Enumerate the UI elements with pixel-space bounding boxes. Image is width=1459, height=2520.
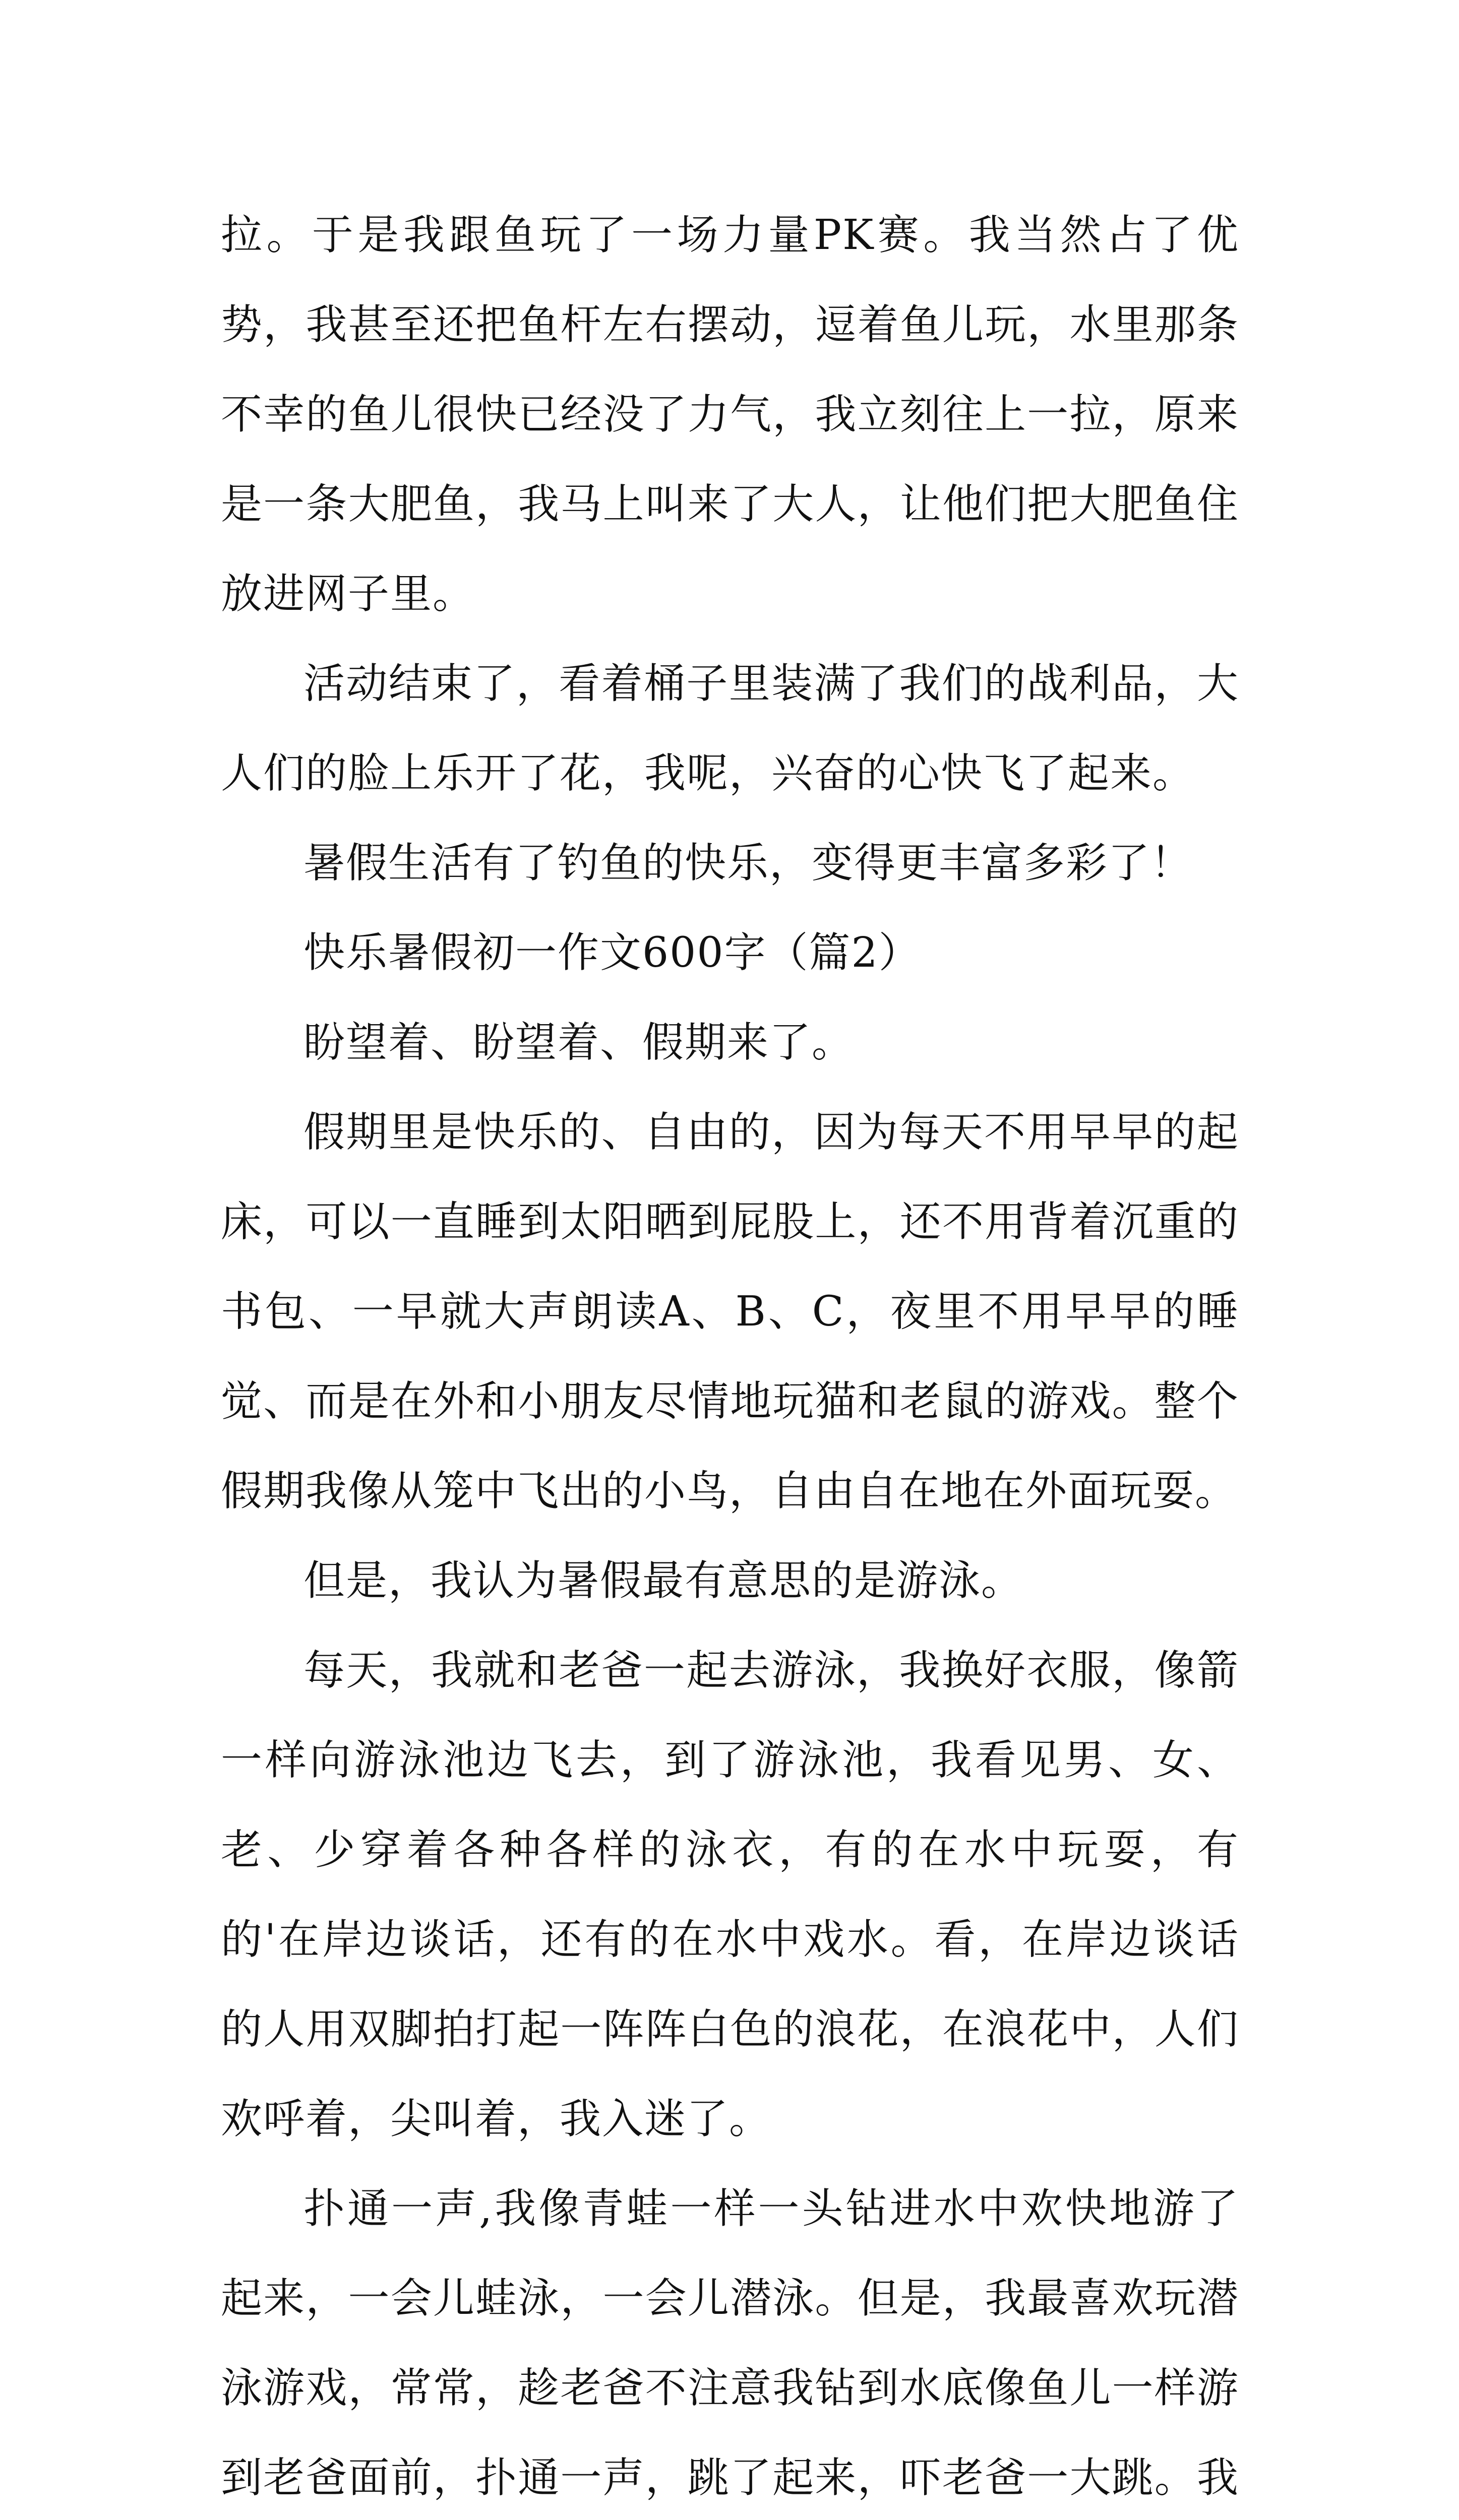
section-heading: 快乐暑假初一作文600字（篇2） — [303, 929, 921, 977]
paragraph: 假期里是快乐的、自由的，因为每天不用早早的起床，可以一直睡到太阳晒到屁股上，还不用背着沉重的书包、一早就大声朗读A、B、C，夜里不用早早的睡觉、而是在外和小朋友尽情地玩猫和老鼠的游戏。整个假期我像从笼中飞出的小鸟，自由自在地在外面玩耍。 — [221, 1108, 1239, 1515]
paragraph: 暑假生活有了钓鱼的快乐，变得更丰富多彩了！ — [303, 839, 1193, 887]
paragraph: 扑通一声,我像青蛙一样一头钻进水中欢快地游了起来，一会儿蛙泳，一会儿潜泳。但是，我最喜欢玩潜泳游戏，常常，趁老爸不注意我钻到水底像鱼儿一样游到老爸面前，扑通一声，跳了起来，吓老爸一大跳。我 — [221, 2185, 1239, 2502]
paragraph: 盼望着、盼望着、假期来了。 — [303, 1019, 855, 1066]
document-body — [221, 191, 1239, 2520]
paragraph: 拉。于是我跟鱼玩了一场力量PK赛。我当然占了优势，我甚至还把鱼杆左右摆动，逗着鱼儿玩，水里那条不幸的鱼儿很快已经没了力气，我立刻往上一拉，原来是一条大肥鱼，我马上叫来了大人，让他们把大肥鱼住放进网子里。 — [221, 211, 1239, 618]
paragraph: 每天，我就和老爸一起去游泳，我换好衣服，像箭一样向游泳池边飞去，到了游泳池，我看见男、女、老、少穿着各种各样的泳衣，有的在水中玩耍，有的'在岸边谈话，还有的在水中戏水。看，在岸边谈话的人用双脚拍打起一阵阵白色的浪花，在浪花中，人们欢呼着，尖叫着，我入迷了。 — [221, 1647, 1239, 2143]
paragraph: 活动结束了，看着桶子里装满了我们的战利品，大人们的脸上乐开了花，我呢，兴奋的心快飞了起来。 — [221, 660, 1239, 797]
paragraph: 但是，我认为暑假最有意思的是游泳。 — [303, 1557, 1024, 1605]
